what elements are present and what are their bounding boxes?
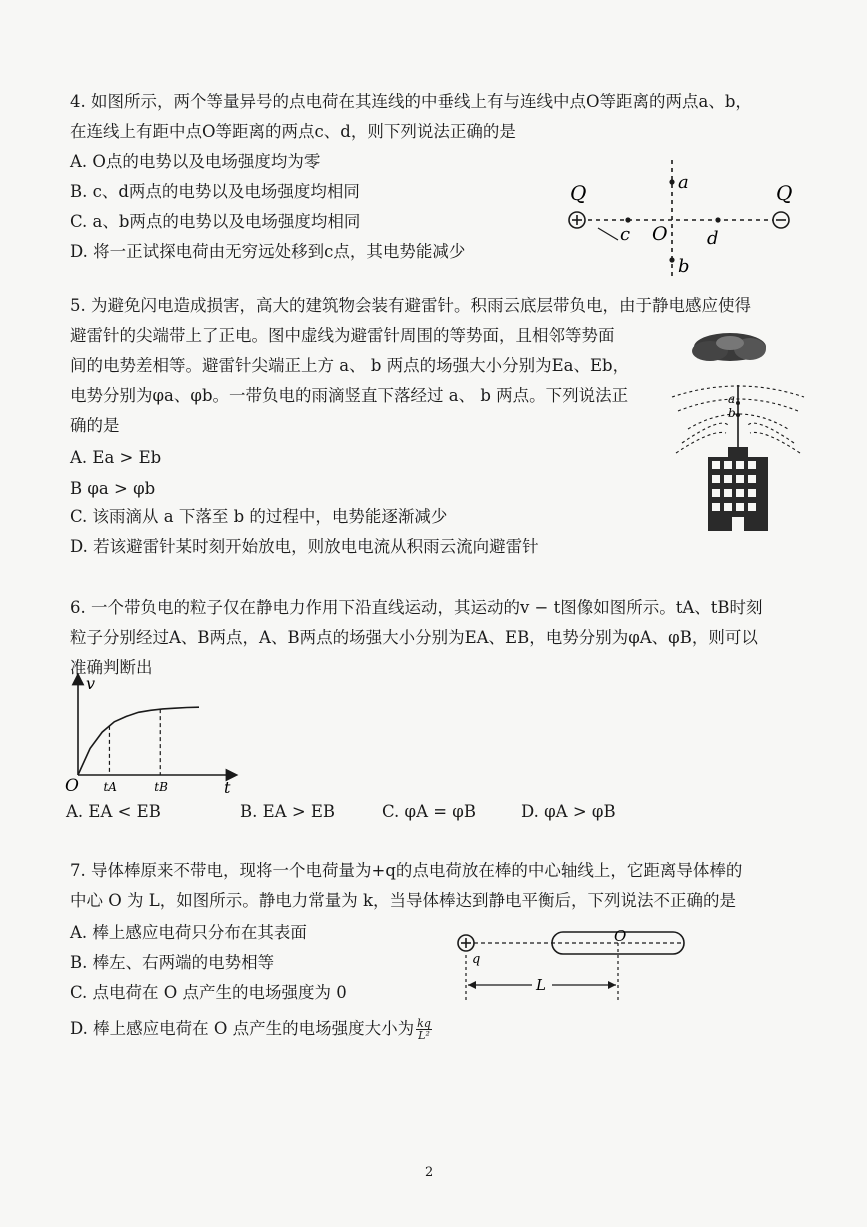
cloud-icon [692,333,766,361]
q6-option-b: B. EA > EB [240,802,336,821]
y-axis-label: v [86,674,96,693]
q5-label-a: a [728,392,736,406]
q6-option-a: A. EA < EB [66,802,161,821]
q4-option-b: B. c、d两点的电势以及电场强度均相同 [70,182,360,201]
origin-label: O [65,776,79,796]
tick-label-tA: tA [103,780,117,794]
q7-option-d-text: D. 棒上感应电荷在 O 点产生的电场强度大小为 [70,1019,415,1038]
q4-label-b: b [678,256,690,277]
tick-label-tB: tB [154,780,168,794]
q5-line-2: 避雷针的尖端带上了正电。图中虚线为避雷针周围的等势面，且相邻等势面 [70,326,615,345]
q7-option-b: B. 棒左、右两端的电势相等 [70,953,275,972]
q7-option-a: A. 棒上感应电荷只分布在其表面 [70,923,307,942]
q5-line-4: 电势分别为φa、φb。一带负电的雨滴竖直下落经过 a、 b 两点。下列说法正 [70,386,629,405]
q4-line-1: 4. 如图所示，两个等量异号的点电荷在其连线的中垂线上有与连线中点O等距离的两点a、b， [70,92,752,111]
q6-line-2: 粒子分别经过A、B两点，A、B两点的场强大小分别为EA、EB，电势分别为φA、φB，则可以 [70,628,758,647]
q7-option-c: C. 点电荷在 O 点产生的电场强度为 0 [70,983,347,1002]
q7-label-L: L [536,976,546,994]
q7-line-2: 中心 O 为 L，如图所示。静电力常量为 k，当导体棒达到静电平衡后，下列说法不正确的是 [70,891,736,910]
fraction-numerator: kq [417,1017,431,1030]
q5-line-3: 间的电势差相等。避雷针尖端正上方 a、 b 两点的场强大小分别为Ea、Eb， [70,356,630,375]
q6-option-d: D. φA > φB [521,802,616,821]
q5-line-5: 确的是 [70,416,120,435]
q7-conductor-figure [452,925,692,1005]
q7-label-q: q [472,952,481,967]
q6-option-c: C. φA = φB [382,802,476,821]
building-icon [708,447,768,531]
q7-line-1: 7. 导体棒原来不带电，现将一个电荷量为+q的点电荷放在棒的中心轴线上，它距离导体棒的 [70,861,743,880]
q5-option-b: B φa > φb [70,479,156,498]
q6-vt-chart [60,675,250,800]
q4-label-a: a [678,172,689,193]
q5-option-c: C. 该雨滴从 a 下落至 b 的过程中，电势能逐渐减少 [70,507,448,526]
fraction-denominator: L² [418,1029,430,1042]
q4-label-O: O [652,223,668,245]
q4-option-c: C. a、b两点的电势以及电场强度均相同 [70,212,361,231]
page-number: 2 [425,1165,434,1180]
q4-label-c: c [620,224,631,245]
q4-line-2: 在连线上有距中点O等距离的两点c、d，则下列说法正确的是 [70,122,516,141]
series-line [78,707,199,775]
q4-option-a: A. O点的电势以及电场强度均为零 [70,152,321,171]
q5-option-a: A. Ea > Eb [70,448,162,467]
q4-label-Q-right: Q [776,181,793,205]
q6-line-3: 准确判断出 [70,658,153,677]
q4-label-Q-left: Q [570,181,587,205]
q5-label-b: b [728,406,736,420]
x-axis-label: t [224,778,231,797]
q5-line-1: 5. 为避免闪电造成损害，高大的建筑物会装有避雷针。积雨云底层带负电，由于静电感应使得 [70,296,751,315]
q7-fraction [416,1018,432,1041]
q6-line-1: 6. 一个带负电的粒子仅在静电力作用下沿直线运动，其运动的v − t图像如图所示。tA、tB时刻 [70,598,763,617]
q4-label-d: d [707,228,719,249]
q5-option-d: D. 若该避雷针某时刻开始放电，则放电电流从积雨云流向避雷针 [70,537,539,556]
q4-dipole-figure [560,160,800,280]
q5-lightning-rod-figure [668,325,808,535]
q7-option-d [70,1018,432,1041]
q4-option-d: D. 将一正试探电荷由无穷远处移到c点，其电势能减少 [70,242,466,261]
q7-label-O: O [614,927,627,945]
